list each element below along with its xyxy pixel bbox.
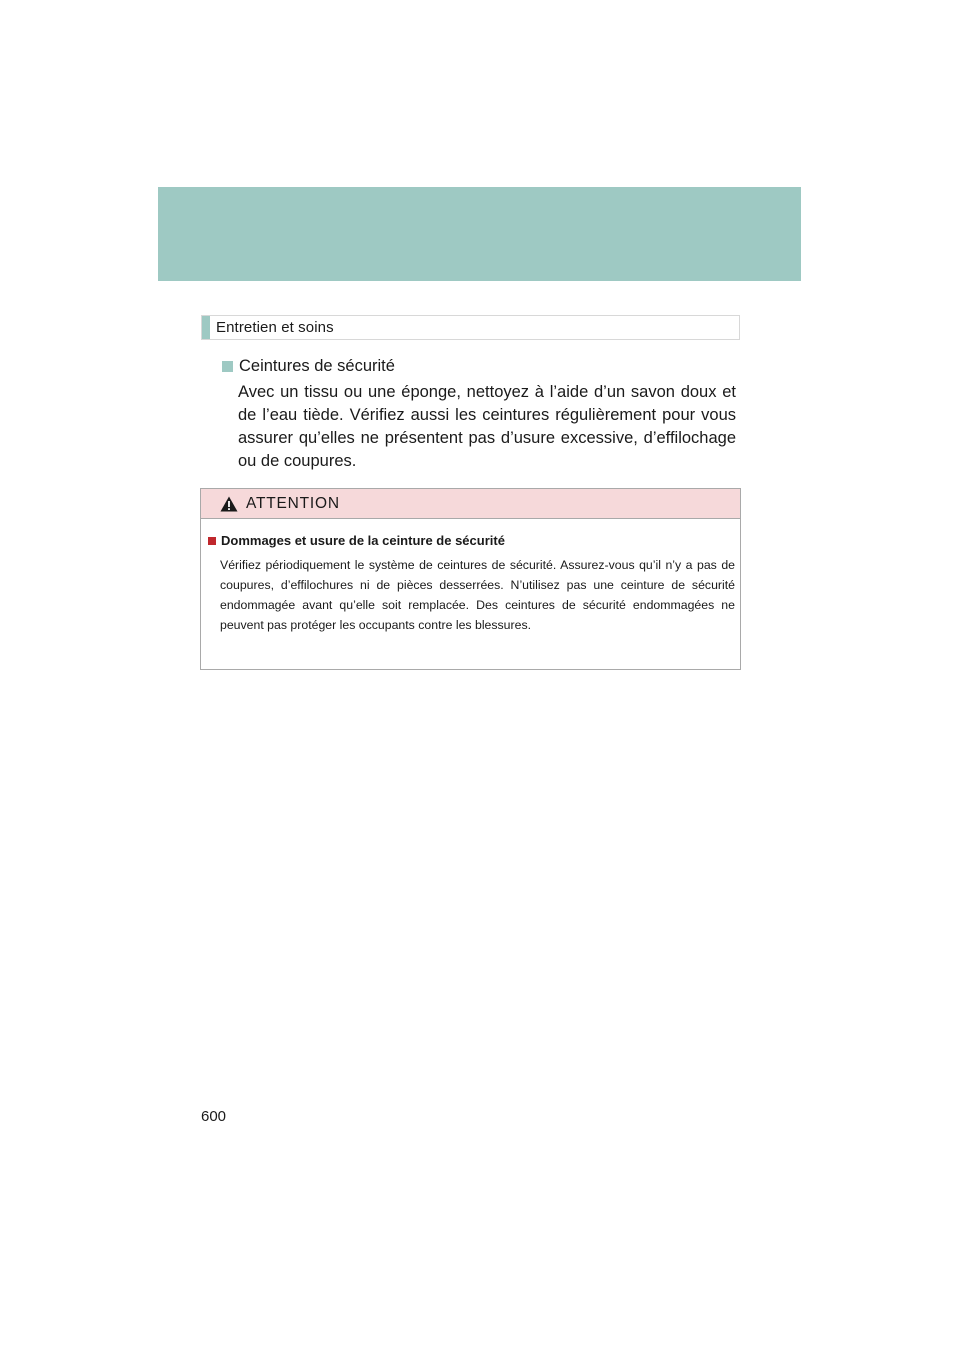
warning-header xyxy=(201,489,740,519)
warning-label: ATTENTION xyxy=(246,494,340,512)
warning-bullet-square-icon xyxy=(208,537,216,545)
page-number: 600 xyxy=(201,1108,227,1125)
warning-item-text: Vérifiez périodiquement le système de ceintures de sécurité. Assurez-vous qu’il n’y a pas de coupures, d’effilochures ni de pièces desserrées. N’utilisez pas une ceinture de sécurité endommagée avant qu’elle soit remplacée. Des ceintures de sécurité endommagées ne peuvent pas protéger les occupants contre les blessures. xyxy=(220,558,735,632)
subsection-heading xyxy=(222,357,395,376)
section-accent-bar xyxy=(202,316,210,339)
bullet-square-icon xyxy=(222,361,233,372)
section-title: Entretien et soins xyxy=(216,319,334,336)
subsection-body: Avec un tissu ou une éponge, nettoyez à l’aide d’un savon doux et de l’eau tiède. Vérifiez aussi les ceintures régulièrement pour vous assurer qu’elles ne présentent pas d’usure excessive, d’effilochage ou de coupures. xyxy=(238,383,736,470)
warning-triangle-icon xyxy=(220,496,238,512)
warning-item-title: Dommages et usure de la ceinture de sécurité xyxy=(221,533,505,548)
warning-item-heading xyxy=(208,533,505,548)
subsection-title: Ceintures de sécurité xyxy=(239,357,395,375)
warning-box xyxy=(200,488,741,670)
header-band xyxy=(158,187,801,281)
section-header xyxy=(201,315,740,340)
